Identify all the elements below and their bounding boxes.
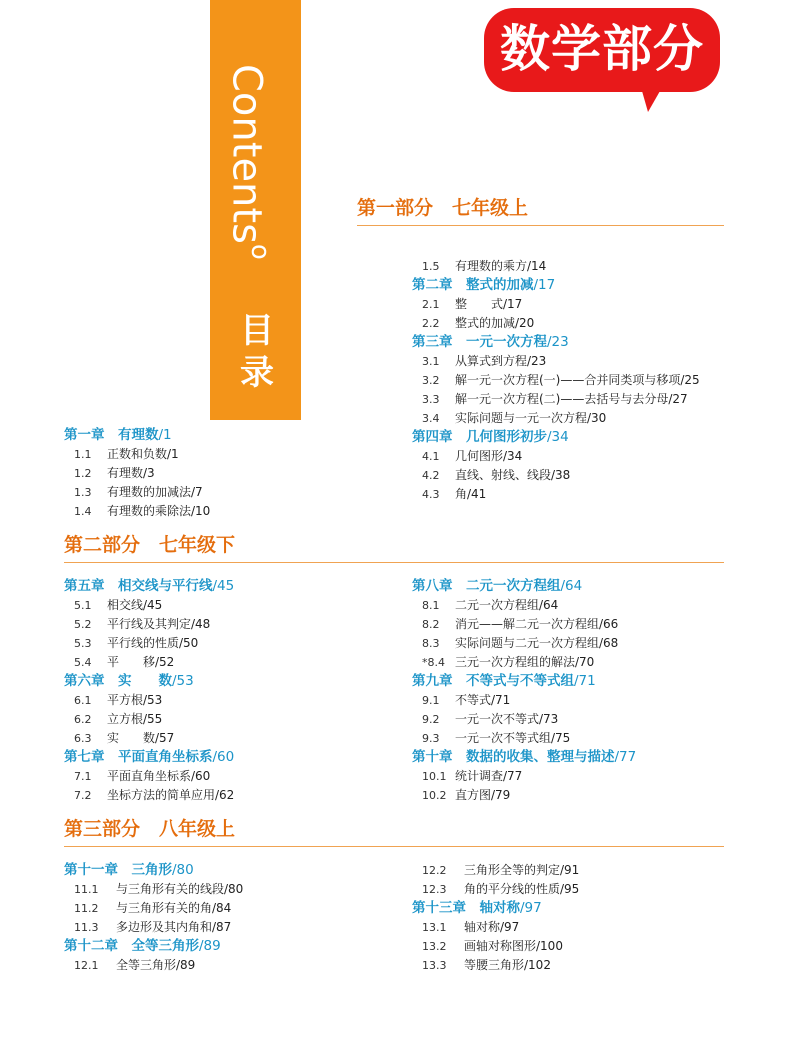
chapter-page: /17 [533, 277, 556, 293]
section-number: 9.3 [422, 732, 440, 745]
badge-tail [640, 84, 664, 112]
section-number: 6.2 [74, 713, 92, 726]
section-entry [64, 464, 384, 483]
math-section-badge [484, 8, 720, 104]
section-number: 1.3 [74, 486, 92, 499]
section-entry [64, 786, 394, 805]
section-title: 三元一次方程组的解法/70 [455, 655, 595, 669]
section-entry [412, 956, 772, 975]
mulu-title: 目录 [240, 311, 274, 393]
part-heading-3: 第三部分 八年级上 [64, 818, 236, 840]
section-entry [64, 729, 394, 748]
section-number: 5.3 [74, 637, 92, 650]
section-number: 6.1 [74, 694, 92, 707]
chapter-title: 第十一章 三角形 [64, 862, 172, 878]
part-rule-2 [64, 562, 724, 563]
section-title: 相交线/45 [107, 598, 163, 612]
section-number: 4.1 [422, 450, 440, 463]
section-entry [64, 918, 394, 937]
chapter-heading [412, 672, 772, 691]
section-entry [412, 861, 772, 880]
section-title: 平行线的性质/50 [107, 636, 199, 650]
section-number: 3.1 [422, 355, 440, 368]
chapter-page: /60 [212, 749, 235, 765]
section-entry [64, 691, 394, 710]
section-number: 4.2 [422, 469, 440, 482]
chapter-heading [64, 748, 394, 767]
chapter-heading [412, 428, 772, 447]
section-number: 12.3 [422, 883, 447, 896]
section-entry [412, 880, 772, 899]
section-number: 2.2 [422, 317, 440, 330]
section-entry [412, 786, 772, 805]
section-entry [64, 767, 394, 786]
section-title: 平面直角坐标系/60 [107, 769, 211, 783]
section-title: 实 数/57 [107, 731, 175, 745]
section-title: 平 移/52 [107, 655, 175, 669]
section-number: 11.2 [74, 902, 99, 915]
chapter-page: /64 [560, 578, 583, 594]
section-title: 有理数的乘方/14 [455, 259, 547, 273]
section-title: 等腰三角形/102 [464, 958, 551, 972]
section-title: 统计调查/77 [455, 769, 523, 783]
chapter-title: 第十二章 全等三角形 [64, 938, 199, 954]
section-number: 8.3 [422, 637, 440, 650]
section-title: 轴对称/97 [464, 920, 520, 934]
contents-banner [210, 0, 301, 420]
chapter-page: /23 [547, 334, 569, 350]
section-entry [412, 729, 772, 748]
section-number: 3.3 [422, 393, 440, 406]
section-title: 正数和负数/1 [107, 447, 179, 461]
section-number: 12.1 [74, 959, 99, 972]
section-number: 3.2 [422, 374, 440, 387]
section-entry [412, 371, 772, 390]
section-title: 整式的加减/20 [455, 316, 535, 330]
section-number: 11.3 [74, 921, 99, 934]
section-number: 4.3 [422, 488, 440, 501]
toc-col-p2-left [64, 577, 394, 805]
chapter-page: /53 [172, 673, 194, 689]
section-title: 平行线及其判定/48 [107, 617, 211, 631]
section-entry [412, 447, 772, 466]
section-title: 实际问题与一元一次方程/30 [455, 411, 607, 425]
section-entry [412, 937, 772, 956]
part-rule-1 [357, 225, 724, 226]
contents-word [214, 64, 298, 284]
section-number: 11.1 [74, 883, 99, 896]
degree-mark: o [245, 243, 275, 260]
chapter-heading [412, 333, 772, 352]
section-number: 13.3 [422, 959, 447, 972]
chapter-heading [412, 577, 772, 596]
chapter-title: 第十章 数据的收集、整理与描述 [412, 749, 615, 765]
section-entry [412, 257, 772, 276]
section-title: 坐标方法的简单应用/62 [107, 788, 235, 802]
chapter-title: 第七章 平面直角坐标系 [64, 749, 213, 765]
section-entry [412, 352, 772, 371]
section-number: 3.4 [422, 412, 440, 425]
section-title: 有理数/3 [107, 466, 155, 480]
chapter-title: 第三章 一元一次方程 [412, 334, 547, 350]
part-heading-1: 第一部分 七年级上 [357, 197, 529, 219]
section-title: 直线、射线、线段/38 [455, 468, 571, 482]
contents-word-text: Contents [223, 64, 270, 244]
chapter-title: 第八章 二元一次方程组 [412, 578, 561, 594]
section-entry [412, 295, 772, 314]
section-entry [64, 710, 394, 729]
toc-col-p3-left [64, 861, 394, 975]
section-entry [64, 502, 384, 521]
chapter-page: /45 [212, 578, 235, 594]
section-number: 12.2 [422, 864, 447, 877]
chapter-heading [64, 577, 394, 596]
section-entry [64, 634, 394, 653]
section-number: 9.2 [422, 713, 440, 726]
section-entry [64, 899, 394, 918]
chapter-title: 第四章 几何图形初步 [412, 429, 547, 445]
section-entry [412, 615, 772, 634]
section-number: 13.1 [422, 921, 447, 934]
section-entry [64, 445, 384, 464]
section-entry [412, 918, 772, 937]
chapter-page: /1 [158, 427, 172, 443]
section-title: 画轴对称图形/100 [464, 939, 563, 953]
chapter-heading [64, 937, 394, 956]
chapter-title: 第六章 实 数 [64, 673, 172, 689]
section-number: 5.4 [74, 656, 92, 669]
toc-col-p1-left [64, 426, 384, 521]
section-entry [412, 767, 772, 786]
section-entry [64, 483, 384, 502]
section-number: 1.1 [74, 448, 92, 461]
section-title: 二元一次方程组/64 [455, 598, 559, 612]
section-title: 几何图形/34 [455, 449, 523, 463]
section-title: 解一元一次方程(一)——合并同类项与移项/25 [455, 373, 700, 387]
section-entry [412, 409, 772, 428]
chapter-page: /80 [172, 862, 194, 878]
chapter-page: /97 [520, 900, 542, 916]
chapter-title: 第二章 整式的加减 [412, 277, 534, 293]
section-entry [64, 956, 394, 975]
chapter-heading [412, 748, 772, 767]
chapter-page: /77 [614, 749, 637, 765]
section-title: 整 式/17 [455, 297, 523, 311]
section-number: 8.2 [422, 618, 440, 631]
toc-col-p1-right [412, 257, 772, 504]
section-entry [412, 466, 772, 485]
section-title: 全等三角形/89 [116, 958, 196, 972]
section-number: 1.5 [422, 260, 440, 273]
section-number: 6.3 [74, 732, 92, 745]
section-number: 5.1 [74, 599, 92, 612]
chapter-heading [412, 276, 772, 295]
section-title: 直方图/79 [455, 788, 511, 802]
chapter-title: 第十三章 轴对称 [412, 900, 520, 916]
section-title: 不等式/71 [455, 693, 511, 707]
section-title: 实际问题与二元一次方程组/68 [455, 636, 619, 650]
chapter-heading [412, 899, 772, 918]
section-number: 13.2 [422, 940, 447, 953]
section-title: 消元——解二元一次方程组/66 [455, 617, 619, 631]
section-title: 角的平分线的性质/95 [464, 882, 580, 896]
section-number: 7.1 [74, 770, 92, 783]
section-number: 9.1 [422, 694, 440, 707]
section-title: 多边形及其内角和/87 [116, 920, 232, 934]
chapter-heading [64, 861, 394, 880]
section-entry [412, 634, 772, 653]
section-title: 平方根/53 [107, 693, 163, 707]
section-number: 2.1 [422, 298, 440, 311]
chapter-heading [64, 672, 394, 691]
section-title: 角/41 [455, 487, 487, 501]
part-rule-3 [64, 846, 724, 847]
section-title: 有理数的乘除法/10 [107, 504, 211, 518]
section-title: 从算式到方程/23 [455, 354, 547, 368]
part-heading-2: 第二部分 七年级下 [64, 534, 236, 556]
section-title: 一元一次不等式组/75 [455, 731, 571, 745]
chapter-title: 第一章 有理数 [64, 427, 159, 443]
section-number: *8.4 [422, 656, 445, 669]
badge-text: 数学部分 [500, 20, 704, 78]
chapter-title: 第五章 相交线与平行线 [64, 578, 213, 594]
section-entry [64, 615, 394, 634]
section-number: 1.2 [74, 467, 92, 480]
section-number: 5.2 [74, 618, 92, 631]
chapter-page: /34 [547, 429, 569, 445]
section-entry [412, 485, 772, 504]
section-entry [64, 653, 394, 672]
section-number: 8.1 [422, 599, 440, 612]
section-entry [412, 653, 772, 672]
section-title: 与三角形有关的线段/80 [116, 882, 244, 896]
section-entry [412, 691, 772, 710]
section-title: 有理数的加减法/7 [107, 485, 203, 499]
section-title: 立方根/55 [107, 712, 163, 726]
section-entry [412, 390, 772, 409]
section-number: 10.2 [422, 789, 447, 802]
section-entry [412, 710, 772, 729]
toc-col-p2-right [412, 577, 772, 805]
section-title: 解一元一次方程(二)——去括号与去分母/27 [455, 392, 688, 406]
section-entry [412, 314, 772, 333]
toc-col-p3-right [412, 861, 772, 975]
section-entry [64, 880, 394, 899]
section-number: 7.2 [74, 789, 92, 802]
chapter-heading [64, 426, 384, 445]
section-entry [412, 596, 772, 615]
section-title: 与三角形有关的角/84 [116, 901, 232, 915]
chapter-page: /89 [199, 938, 221, 954]
chapter-title: 第九章 不等式与不等式组 [412, 673, 574, 689]
section-number: 10.1 [422, 770, 447, 783]
section-title: 一元一次不等式/73 [455, 712, 559, 726]
section-number: 1.4 [74, 505, 92, 518]
chapter-page: /71 [574, 673, 596, 689]
section-title: 三角形全等的判定/91 [464, 863, 580, 877]
section-entry [64, 596, 394, 615]
